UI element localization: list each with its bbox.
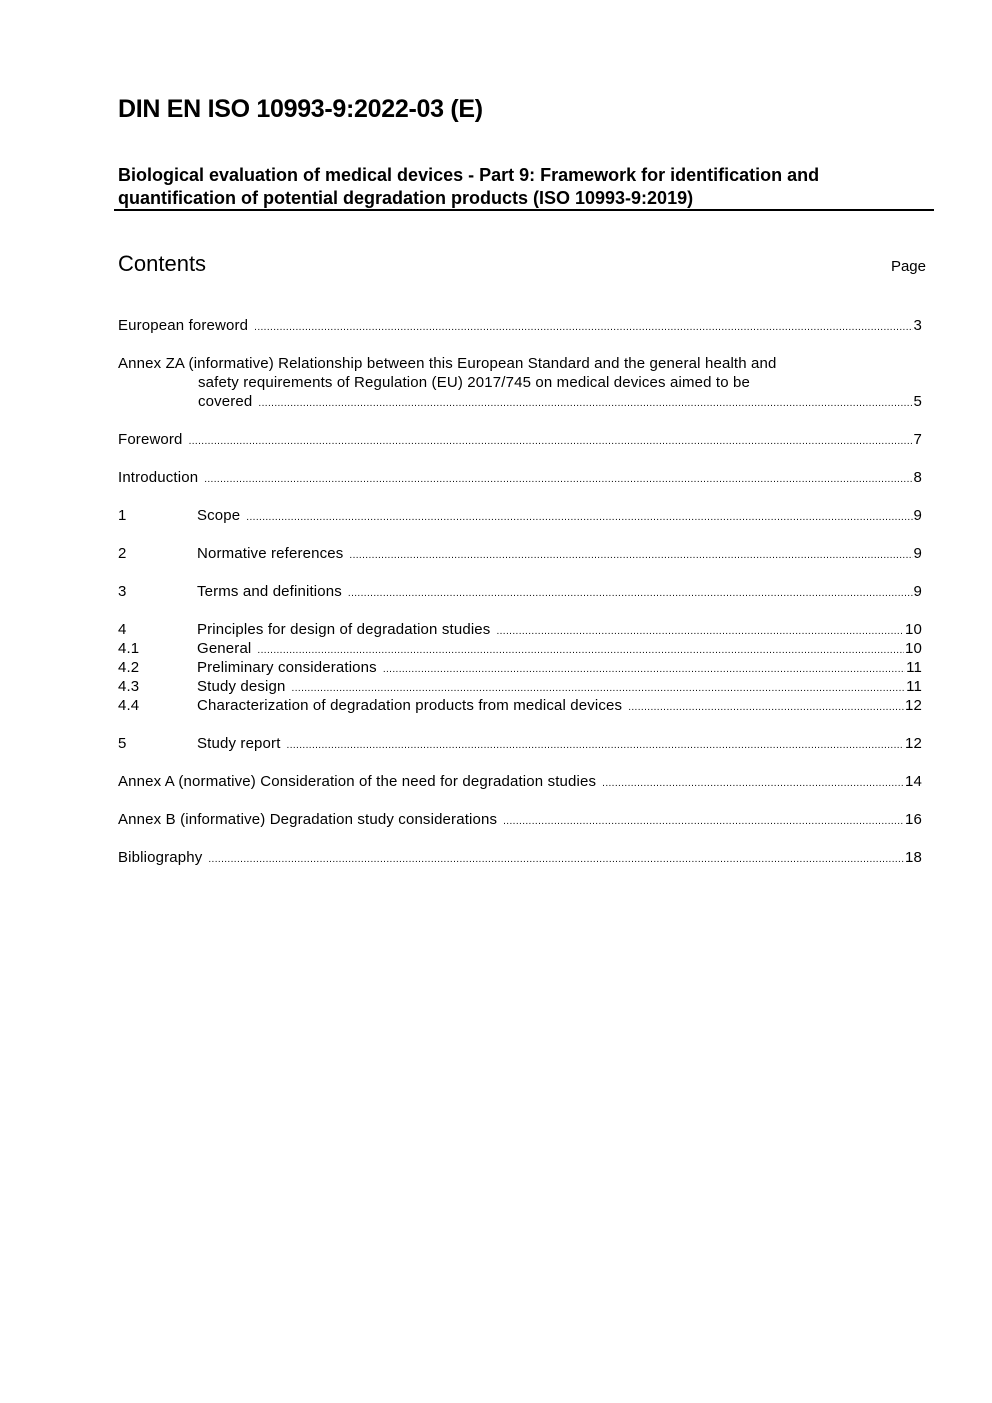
toc-entry-characterization[interactable] [118,696,922,715]
toc-entry-number: 1 [118,507,127,524]
toc-entry-principles[interactable] [118,620,922,639]
toc-entry-number: 4.1 [118,640,140,657]
toc-group-european-foreword [118,316,922,335]
toc-entry-annex-za-line-2[interactable]: safety requirements of Regulation (EU) 2017/745 on medical devices aimed to be [198,374,750,391]
toc-leader-dots [348,584,913,603]
toc-group-annex-b [118,810,922,829]
table-of-contents [118,316,922,886]
toc-entry-scope[interactable] [118,506,922,525]
toc-entry-label: Study report [197,735,281,752]
toc-entry-page: 9 [913,545,922,562]
toc-group-section-5 [118,734,922,753]
toc-entry-label: Annex B (informative) Degradation study considerations [118,811,498,828]
toc-entry-number: 4.4 [118,697,140,714]
toc-entry-page: 14 [905,773,922,790]
toc-group-foreword [118,430,922,449]
toc-leader-dots [602,774,904,793]
toc-entry-general[interactable] [118,639,922,658]
toc-entry-label: Preliminary considerations [197,659,377,676]
toc-entry-label: Introduction [118,469,199,486]
toc-entry-page: 12 [905,735,922,752]
toc-group-introduction [118,468,922,487]
toc-entry-label: European foreword [118,317,249,334]
toc-entry-page: 11 [906,659,922,676]
toc-entry-terms-and-definitions[interactable] [118,582,922,601]
toc-entry-page: 12 [905,697,922,714]
toc-leader-dots [246,508,912,527]
toc-entry-page: 8 [913,469,922,486]
toc-leader-dots [208,850,904,869]
toc-entry-label: Annex A (normative) Consideration of the need for degradation studies [118,773,597,790]
document-title: DIN EN ISO 10993-9:2022-03 (E) [118,95,483,123]
toc-entry-study-design[interactable] [118,677,922,696]
toc-entry-number: 5 [118,735,127,752]
subtitle-line-1: Biological evaluation of medical devices - Part 9: Framework for identification and [118,165,820,185]
toc-entry-page: 10 [905,621,922,638]
toc-leader-dots [287,736,904,755]
toc-entry-annex-a[interactable] [118,772,922,791]
toc-entry-label: Principles for design of degradation studies [197,621,491,638]
toc-entry-label: Characterization of degradation products from medical devices [197,697,623,714]
toc-entry-preliminary-considerations[interactable] [118,658,922,677]
document-subtitle [118,164,934,210]
toc-entry-label: Scope [197,507,241,524]
toc-entry-page: 16 [905,811,922,828]
toc-entry-page: 11 [906,678,922,695]
toc-entry-label: Study design [197,678,286,695]
toc-entry-page: 7 [913,431,922,448]
toc-leader-dots [383,660,905,679]
toc-entry-page: 9 [913,507,922,524]
toc-entry-bibliography[interactable] [118,848,922,867]
toc-group-annex-za [118,354,922,411]
toc-entry-page: 9 [913,583,922,600]
toc-leader-dots [189,432,913,451]
contents-heading: Contents [118,251,207,276]
toc-entry-annex-za[interactable] [118,392,922,411]
toc-entry-label: General [197,640,252,657]
toc-entry-label: Foreword [118,431,183,448]
toc-entry-label: covered [198,393,253,410]
toc-group-annex-a [118,772,922,791]
toc-entry-number: 4.3 [118,678,140,695]
toc-leader-dots [503,812,904,831]
toc-entry-page: 5 [913,393,922,410]
toc-entry-number: 4 [118,621,127,638]
toc-entry-introduction[interactable] [118,468,922,487]
toc-group-section-1 [118,506,922,525]
toc-entry-normative-references[interactable] [118,544,922,563]
toc-entry-number: 2 [118,545,127,562]
toc-leader-dots [349,546,912,565]
toc-entry-page: 10 [905,640,922,657]
toc-group-section-2 [118,544,922,563]
toc-leader-dots [204,470,912,489]
toc-entry-number: 3 [118,583,127,600]
toc-entry-study-report[interactable] [118,734,922,753]
toc-entry-annex-b[interactable] [118,810,922,829]
title-rule [114,209,934,211]
page-column-heading: Page [890,258,926,275]
toc-entry-label: Normative references [197,545,344,562]
subtitle-line-2: quantification of potential degradation products (ISO 10993-9:2019) [118,188,694,208]
toc-entry-number: 4.2 [118,659,140,676]
toc-entry-page: 3 [913,317,922,334]
toc-entry-page: 18 [905,849,922,866]
toc-leader-dots [496,622,904,641]
toc-entry-annex-za-line-1[interactable]: Annex ZA (informative) Relationship between this European Standard and the general health and [118,355,777,372]
toc-leader-dots [628,698,904,717]
toc-entry-label: Bibliography [118,849,203,866]
toc-leader-dots [254,318,912,337]
toc-group-section-3 [118,582,922,601]
toc-entry-foreword[interactable] [118,430,922,449]
toc-entry-label: Terms and definitions [197,583,342,600]
toc-entry-european-foreword[interactable] [118,316,922,335]
toc-leader-dots [258,394,912,413]
toc-group-section-4 [118,620,922,715]
toc-group-bibliography [118,848,922,867]
